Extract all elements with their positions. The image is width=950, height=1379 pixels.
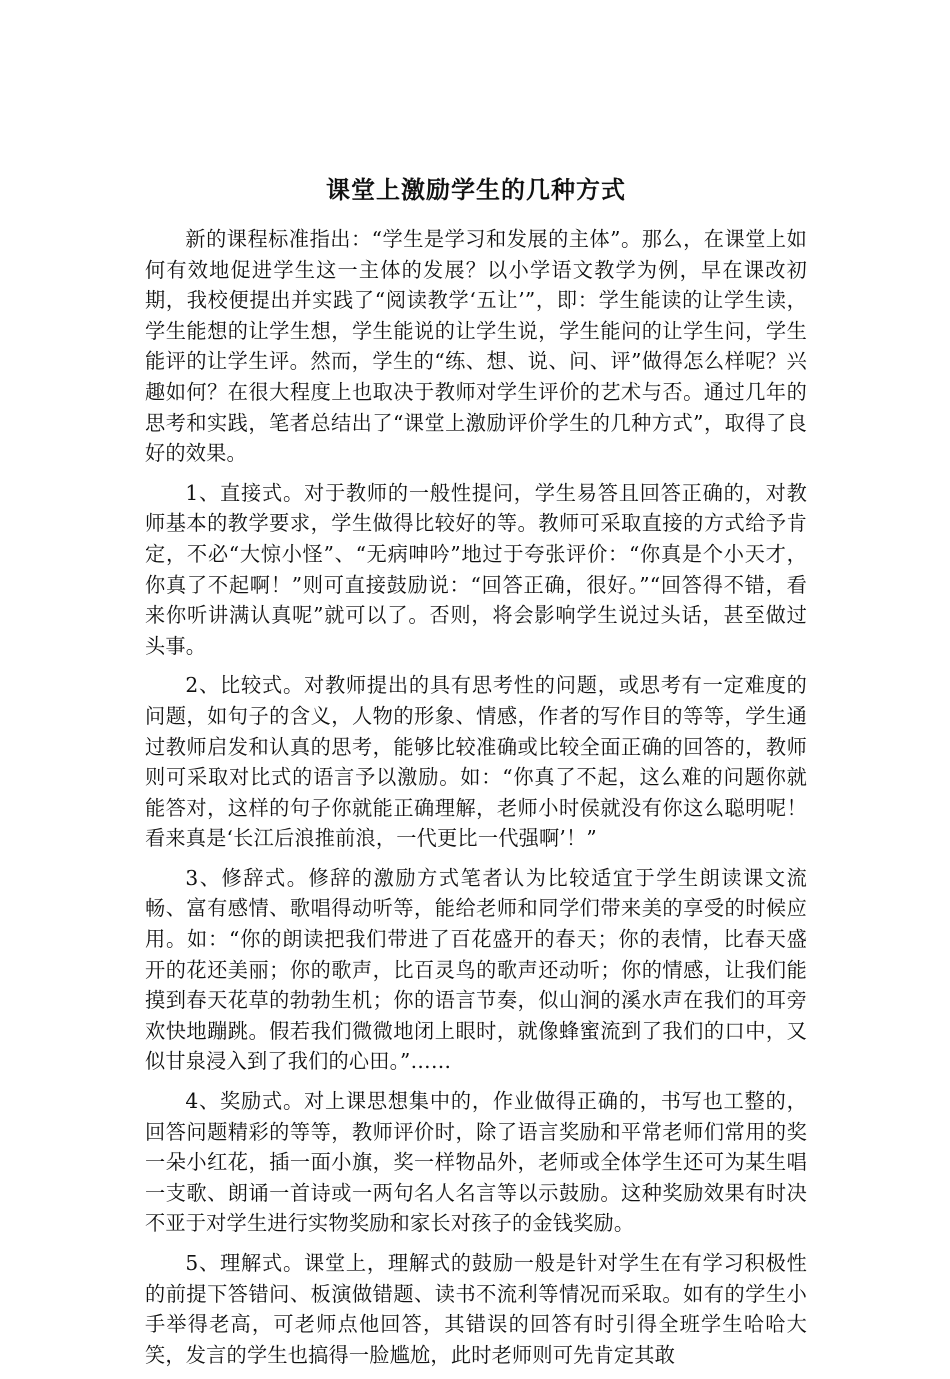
document-title: 课堂上激励学生的几种方式 — [326, 175, 626, 204]
paragraph-reward: 4、奖励式。对上课思想集中的，作业做得正确的，书写也工整的，回答问题精彩的等等，教师评价时，除了语言奖励和平常老师们常用的奖一朵小红花，插一面小旗，奖一样物品外，老师或全体学生还可为某生唱一支歌、朗诵一首诗或一两句名人名言等以示鼓励。这种奖励效果有时决不亚于对学生进行实物奖励和家长对孩子的金钱奖励。 — [145, 1089, 807, 1236]
paragraph-understanding: 5、理解式。课堂上，理解式的鼓励一般是针对学生在有学习积极性的前提下答错问、板演做错题、读书不流利等情况而采取。如有的学生小手举得老高，可老师点他回答，其错误的回答有时引得全班学生哈哈大笑，发言的学生也搞得一脸尴尬，此时老师则可先肯定其敢 — [145, 1251, 807, 1367]
paragraph-intro: 新的课程标准指出：“学生是学习和发展的主体”。那么，在课堂上如何有效地促进学生这一主体的发展？以小学语文教学为例，早在课改初期，我校便提出并实践了“阅读教学‘五让’”，即：学生能读的让学生读，学生能想的让学生想，学生能说的让学生说，学生能问的让学生问，学生能评的让学生评。然而，学生的“练、想、说、问、评”做得怎么样呢？兴趣如何？在很大程度上也取决于教师对学生评价的艺术与否。通过几年的思考和实践，笔者总结出了“课堂上激励评价学生的几种方式”，取得了良好的效果。 — [145, 227, 807, 466]
document-page — [145, 170, 807, 1379]
paragraph-direct: 1、直接式。对于教师的一般性提问，学生易答且回答正确的，对教师基本的教学要求，学生做得比较好的等。教师可采取直接的方式给予肯定，不必“大惊小怪”、“无病呻吟”地过于夸张评价：“你真是个小天才，你真了不起啊！”则可直接鼓励说：“回答正确，很好。”“回答得不错，看来你听讲满认真呢”就可以了。否则，将会影响学生说过头话，甚至做过头事。 — [145, 480, 807, 658]
paragraph-rhetoric: 3、修辞式。修辞的激励方式笔者认为比较适宜于学生朗读课文流畅、富有感情、歌唱得动听等，能给老师和同学们带来美的享受的时候应用。如：“你的朗读把我们带进了百花盛开的春天；你的表情，比春天盛开的花还美丽；你的歌声，比百灵鸟的歌声还动听；你的情感，让我们能摸到春天花草的勃勃生机；你的语言节奏，似山涧的溪水声在我们的耳旁欢快地蹦跳。假若我们微微地闭上眼时，就像蜂蜜流到了我们的口中，又似甘泉浸入到了我们的心田。”…… — [145, 865, 807, 1074]
paragraph-comparison: 2、比较式。对教师提出的具有思考性的问题，或思考有一定难度的问题，如句子的含义，人物的形象、情感，作者的写作目的等等，学生通过教师启发和认真的思考，能够比较准确或比较全面正确的回答的，教师则可采取对比式的语言予以激励。如：“你真了不起，这么难的问题你就能答对，这样的句子你就能正确理解，老师小时侯就没有你这么聪明呢！看来真是‘长江后浪推前浪，一代更比一代强啊’！” — [145, 673, 807, 851]
